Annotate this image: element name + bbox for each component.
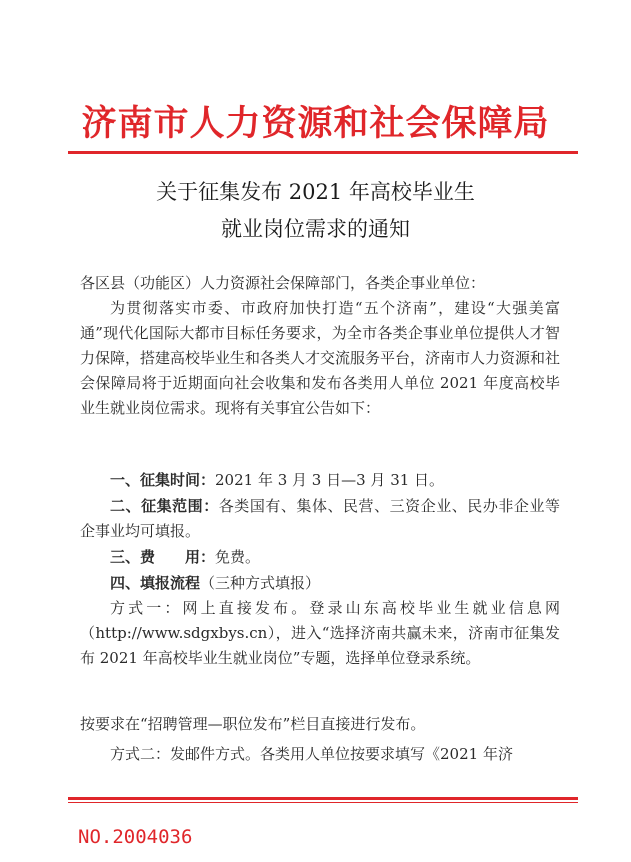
- item-fee-text: 免费。: [215, 548, 261, 566]
- item-collection-scope: [80, 494, 560, 544]
- item-collection-time: [80, 468, 560, 493]
- document-number: NO.2004036: [78, 826, 193, 848]
- item-fee-label: 三、费 用：: [110, 548, 216, 566]
- item-fee: [80, 545, 560, 570]
- footer-rule-top: [68, 797, 578, 800]
- item-collection-scope-label: 二、征集范围：: [110, 497, 219, 515]
- letterhead-title: 济南市人力资源和社会保障局: [81, 103, 550, 144]
- method-two-paragraph: 方式二：发邮件方式。各类用人单位按要求填写《2021 年济: [110, 745, 513, 763]
- notice-title-line1: 关于征集发布 2021 年高校毕业生: [156, 180, 475, 204]
- item-collection-time-text: 2021 年 3 月 3 日—3 月 31 日。: [215, 471, 445, 489]
- item-process: [80, 571, 560, 596]
- notice-title-line2: 就业岗位需求的通知: [221, 217, 410, 241]
- intro-paragraph: 为贯彻落实市委、市政府加快打造“五个济南”，建设“大强美富通”现代化国际大都市目标任务要求，为全市各类企事业单位提供人才智力保障，搭建高校毕业生和各类人才交流服务平台，济南市人力资源和社会保障局将于近期面向社会收集和发布各类用人单位 2021 年度高校毕业生就业岗位需求。现将有关事宜公告如下：: [80, 299, 561, 417]
- item-collection-scope-text: 各类国有、集体、民营、三资企业、民办非企业等企事业均可填报。: [80, 497, 560, 540]
- method-one-paragraph: 方式一：网上直接发布。登录山东高校毕业生就业信息网（http://www.sdgxbys.cn），进入“选择济南共赢未来，济南市征集发布 2021 年高校毕业生就业岗位”专题，选择单位登录系统。: [80, 599, 560, 667]
- item-process-label: 四、填报流程: [110, 574, 201, 592]
- letterhead-rule: [68, 151, 578, 154]
- item-collection-time-label: 一、征集时间：: [110, 471, 216, 489]
- item-process-text: （三种方式填报）: [200, 574, 321, 592]
- salutation: 各区县（功能区）人力资源社会保障部门，各类企事业单位：: [80, 274, 486, 292]
- method-one-note: 按要求在“招聘管理—职位发布”栏目直接进行发布。: [80, 715, 426, 733]
- footer-rule-bottom: [68, 802, 578, 803]
